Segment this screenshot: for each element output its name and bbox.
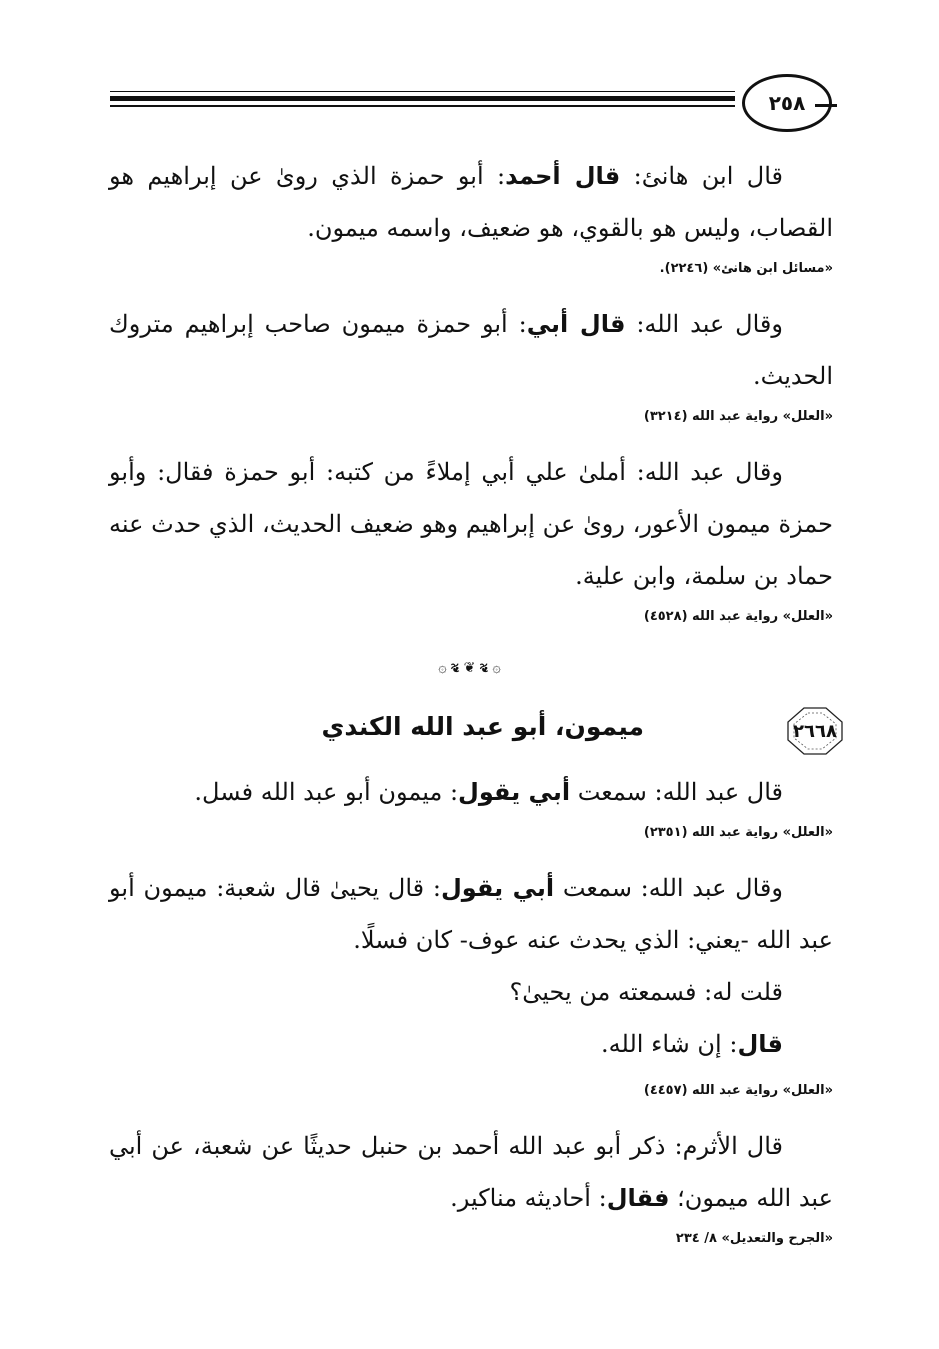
entry-number: ٢٦٦٨ (793, 720, 837, 742)
quoted-speaker: قال (737, 1030, 783, 1058)
badge-tail (815, 104, 837, 107)
source-text: «العلل» رواية عبد الله (٤٥٢٨) (643, 609, 833, 624)
ornament-divider: ۞ ❧ ❦ ❧ ۞ (438, 660, 501, 676)
entry-paragraph-1 (109, 766, 833, 818)
paragraph-prefix: وقال عبد الله: سمعت (562, 874, 783, 902)
source-citation-1 (109, 258, 833, 280)
quoted-speaker: أبي يقول (440, 874, 555, 902)
paragraph-text (109, 766, 833, 818)
paragraph-body: : إن شاء الله. (601, 1030, 738, 1058)
page-header (110, 72, 840, 132)
paragraph-prefix: قال ابن هانئ: (633, 162, 783, 190)
header-rule-thick (110, 96, 735, 101)
entry-source-3 (109, 1228, 833, 1250)
paragraph-text (109, 298, 833, 402)
paragraph-prefix: قال عبد الله: سمعت (577, 778, 783, 806)
paragraph-body: : أحاديثه مناكير. (450, 1184, 607, 1212)
entry-source-1 (109, 822, 833, 844)
entry-title: ميمون، أبو عبد الله الكندي (321, 712, 644, 741)
paragraph-body: : ميمون أبو عبد الله فسل. (194, 778, 459, 806)
source-citation-3 (109, 606, 833, 628)
paragraph-text: وقال عبد الله: أملىٰ علي أبي إملاءً من كتبه: أبو حمزة فقال: وأبو حمزة ميمون الأعور، روىٰ عن إبراهيم وهو ضعيف الحديث، الذي حدث عنه حماد بن سلمة، وابن علية. (109, 458, 833, 590)
paragraph-body: : أبو حمزة ميمون صاحب إبراهيم متروك الحديث. (109, 310, 833, 390)
paragraph-text (109, 150, 833, 254)
source-text: «العلل» رواية عبد الله (٢٣٥١) (643, 825, 833, 840)
entry-paragraph-2 (109, 862, 833, 966)
paragraph-text: قلت له: فسمعته من يحيىٰ؟ (509, 978, 783, 1006)
quoted-speaker: أبي يقول (458, 778, 571, 806)
quoted-speaker: قال أبي (526, 310, 626, 338)
paragraph-text (109, 1120, 833, 1224)
header-rule-thin (110, 105, 735, 107)
paragraph-2 (109, 298, 833, 402)
paragraph-body: : قال يحيىٰ قال شعبة: ميمون أبو عبد الله -يعني: الذي يحدث عنه عوف- كان فسلًا. (109, 874, 833, 954)
entry-number-badge (786, 706, 844, 756)
paragraph-1 (109, 150, 833, 254)
page-number-badge (742, 74, 832, 132)
entry-source-2 (109, 1080, 833, 1102)
quoted-speaker: فقال (606, 1184, 670, 1212)
paragraph-3 (109, 446, 833, 602)
quoted-speaker: قال أحمد (505, 162, 621, 190)
header-rule-top (110, 91, 735, 92)
entry-paragraph-5 (109, 1120, 833, 1224)
page-number: ٢٥٨ (768, 91, 806, 115)
entry-paragraph-4 (109, 1018, 833, 1070)
source-text: «مسائل ابن هانئ» (٢٢٤٦). (659, 261, 833, 276)
paragraph-prefix: وقال عبد الله: (636, 310, 783, 338)
paragraph-text (109, 862, 833, 966)
source-text: «العلل» رواية عبد الله (٣٢١٤) (643, 409, 833, 424)
entry-paragraph-3 (109, 966, 833, 1018)
paragraph-text (109, 1018, 833, 1070)
paragraph-body: : أبو حمزة الذي روىٰ عن إبراهيم هو القصاب، وليس هو بالقوي، هو ضعيف، واسمه ميمون. (109, 162, 833, 242)
entry-heading (104, 706, 844, 758)
source-text: «العلل» رواية عبد الله (٤٤٥٧) (643, 1083, 833, 1098)
source-citation-2 (109, 406, 833, 428)
paragraph-prefix: قال الأثرم: ذكر أبو عبد الله أحمد بن حنبل حديثًا عن شعبة، عن أبي عبد الله ميمون؛ (109, 1132, 833, 1212)
source-text: «الجرح والتعديل» ٨/ ٢٣٤ (675, 1231, 833, 1246)
